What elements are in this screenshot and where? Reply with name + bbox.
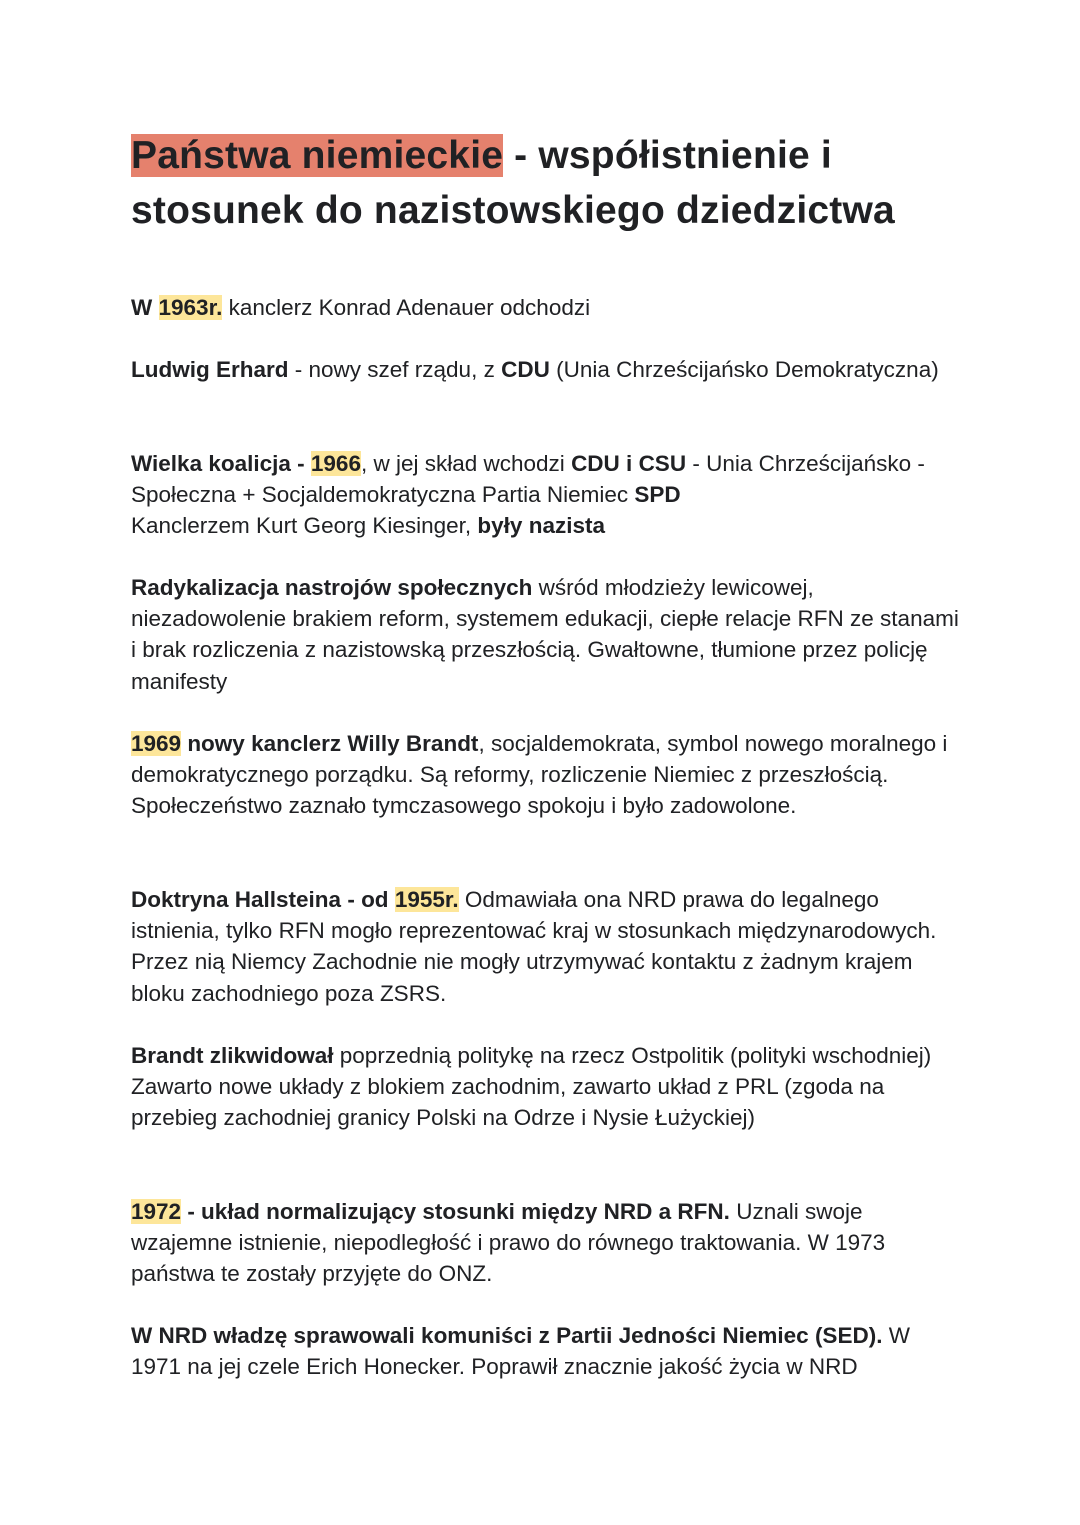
p8-year: 1972: [131, 1199, 182, 1224]
paragraph-ostpolitik: [131, 1040, 961, 1134]
p3-line3b: były nazista: [477, 513, 605, 539]
p1-year: 1963r.: [158, 295, 223, 320]
paragraph-wielka-koalicja: [131, 448, 961, 542]
title-line2: stosunek do nazistowskiego dziedzictwa: [131, 189, 895, 232]
p8-text: Uznali swoje wzajemne istnienie, niepodległość i prawo do równego traktowania. W 1973 państwa te zostały przyjęte do ONZ.: [131, 1199, 886, 1287]
p8-bold: - układ normalizujący stosunki między NRD a RFN.: [181, 1199, 730, 1224]
p7-bold: Brandt zlikwidował: [131, 1043, 334, 1068]
p6-year: 1955r.: [394, 887, 459, 912]
p6-bold: Doktryna Hallsteina - od: [131, 887, 395, 912]
p5-bold: nowy kanclerz Willy Brandt: [181, 731, 479, 756]
p3-label: Wielka koalicja -: [131, 451, 305, 476]
title-rest-line1: - współistnienie i: [503, 134, 832, 177]
p1-text: kanclerz Konrad Adenauer odchodzi: [222, 295, 591, 320]
paragraph-nrd-sed: [131, 1320, 961, 1382]
p7-text1: poprzednią politykę na rzecz Ostpolitik (polityki wschodniej): [333, 1043, 932, 1068]
paragraph-hallstein: [131, 884, 961, 1009]
paragraph-1972: [131, 1196, 961, 1290]
p7-text2: Zawarto nowe układy z blokiem zachodnim, zawarto układ z PRL (zgoda na przebieg zachodniej granicy Polski na Odrze i Nysie Łużyckiej): [131, 1074, 885, 1131]
p2-name: Ludwig Erhard: [131, 357, 289, 382]
p4-bold: Radykalizacja nastrojów społecznych: [131, 575, 533, 600]
title-highlighted: Państwa niemieckie: [131, 134, 504, 177]
document-page: [131, 128, 961, 1380]
p2-text1: - nowy szef rządu, z: [288, 357, 502, 382]
paragraph-adenauer: [131, 292, 590, 323]
p5-year: 1969: [131, 731, 182, 756]
p6-text: Odmawiała ona NRD prawa do legalnego istnienia, tylko RFN mogło reprezentować kraj w stosunkach międzynarodowych. Przez nią Niemcy Zachodnie nie mogły utrzymywać kontaktu z żadnym krajem bloku zachodniego poza ZSRS.: [131, 887, 937, 1006]
p4-text: wśród młodzieży lewicowej, niezadowolenie brakiem reform, systemem edukacji, ciepłe relacje RFN ze stanami i brak rozliczenia z nazistowską przeszłością. Gwałtowne, tłumione przez policję manifesty: [131, 575, 959, 694]
p3-year: 1966: [310, 451, 361, 476]
p3-spd: SPD: [634, 482, 681, 508]
p9-text: W 1971 na jej czele Erich Honecker. Poprawił znacznie jakość życia w NRD: [131, 1323, 910, 1380]
page-title: [131, 128, 961, 238]
p3-line3a: Kanclerzem Kurt Georg Kiesinger,: [131, 513, 478, 539]
p2-cdu: CDU: [501, 357, 550, 382]
p5-text: , socjaldemokrata, symbol nowego moralnego i demokratycznego porządku. Są reformy, rozliczenie Niemiec z przeszłością. Społeczeństwo zaznało tymczasowego spokoju i było zadowolone.: [131, 731, 948, 819]
p9-bold: W NRD władzę sprawowali komuniści z Partii Jedności Niemiec (SED).: [131, 1323, 883, 1348]
p3-parties: CDU i CSU: [571, 451, 687, 476]
paragraph-erhard: [131, 354, 939, 385]
paragraph-brandt-1969: [131, 728, 961, 822]
p2-text2: (Unia Chrześcijańsko Demokratyczna): [549, 357, 939, 382]
paragraph-radykalizacja: [131, 572, 961, 697]
p3-text1: , w jej skład wchodzi: [360, 451, 572, 476]
p3-text2: - Unia Chrześcijańsko - Społeczna + Socjaldemokratyczna Partia Niemiec: [131, 451, 925, 508]
p1-w: W: [131, 295, 153, 320]
